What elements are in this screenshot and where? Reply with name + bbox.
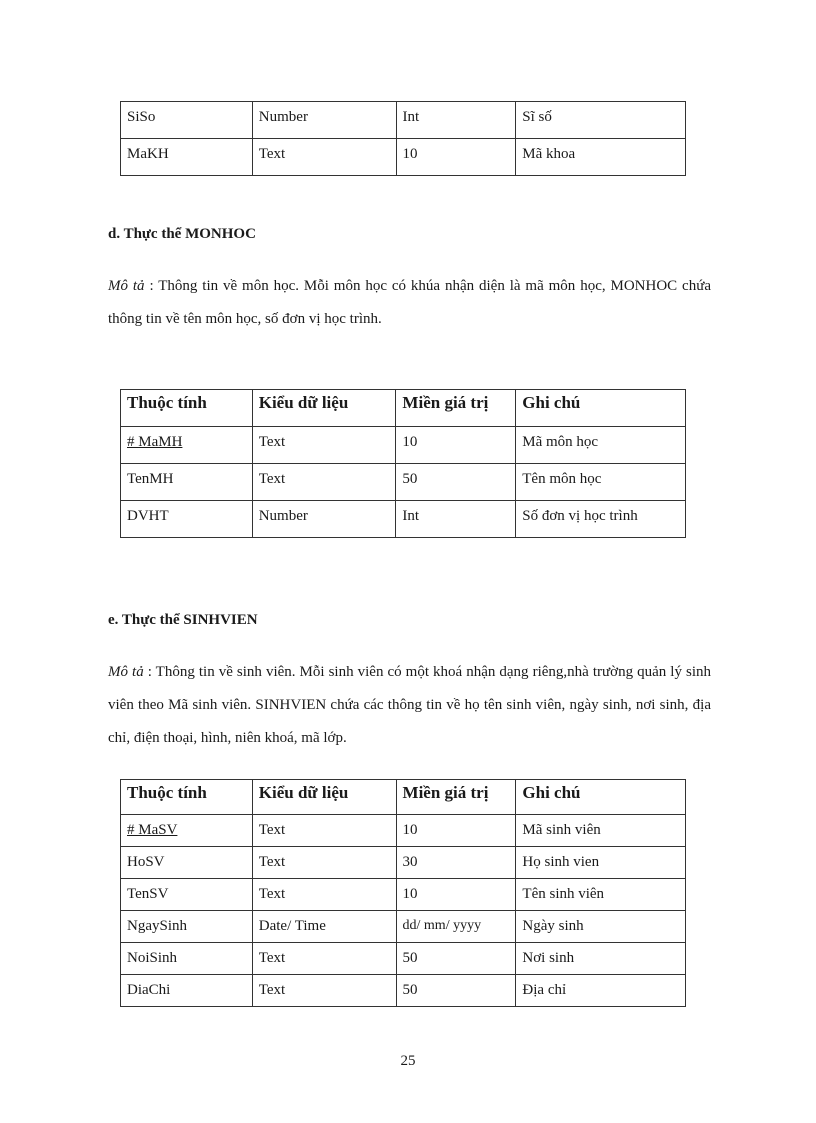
cell-attribute: NoiSinh [121,943,253,975]
table-row [121,102,686,139]
cell-type: Text [252,943,396,975]
cell-type: Text [252,847,396,879]
cell-domain: 10 [396,427,516,464]
cell-note: Mã môn học [516,427,686,464]
description-text: : Thông tin về môn học. Mỗi môn học có khúa nhận diện là mã môn học, MONHOC chứa thông tin về tên môn học, số đơn vị học trình. [108,278,711,327]
column-header: Miền giá trị [396,390,516,427]
table-row [121,501,686,538]
cell-domain: Int [396,501,516,538]
cell-type: Text [252,879,396,911]
cell-attribute: HoSV [121,847,253,879]
cell-domain: 10 [396,879,516,911]
cell-domain: Int [396,102,516,139]
cell-attribute: DVHT [121,501,253,538]
cell-note: Mã khoa [516,139,686,176]
description-label: Mô tả [108,278,145,294]
table-header-row [121,390,686,427]
table-row [121,464,686,501]
cell-attribute: MaKH [121,139,253,176]
table-row [121,427,686,464]
cell-note: Họ sinh vien [516,847,686,879]
sinhvien-table [120,779,686,1007]
page-number: 25 [400,1053,416,1069]
description-text: : Thông tin về sinh viên. Mỗi sinh viên có một khoá nhận dạng riêng,nhà trường quản lý sinh viên theo Mã sinh viên. SINHVIEN chứa các thông tin về họ tên sinh viên, ngày sinh, nơi sinh, địa chỉ, điện thoại, hình, niên khoá, mã lớp. [108,664,711,746]
table-row [121,879,686,911]
cell-domain: 50 [396,464,516,501]
table-row [121,943,686,975]
cell-attribute: SiSo [121,102,253,139]
cell-domain: dd/ mm/ yyyy [396,911,516,943]
section-heading-monhoc: d. Thực thể MONHOC [108,226,256,242]
table-header-row [121,780,686,815]
table-row [121,815,686,847]
column-header: Kiểu dữ liệu [252,390,396,427]
cell-attribute: TenSV [121,879,253,911]
cell-note: Tên sinh viên [516,879,686,911]
column-header: Kiểu dữ liệu [252,780,396,815]
section-description-monhoc [108,270,711,336]
table-row [121,847,686,879]
table-row [121,139,686,176]
cell-attribute: DiaChi [121,975,253,1007]
section-heading-sinhvien: e. Thực thể SINHVIEN [108,612,258,628]
cell-note: Sĩ số [516,102,686,139]
cell-attribute: NgaySinh [121,911,253,943]
cell-type: Number [252,102,396,139]
column-header: Thuộc tính [121,390,253,427]
cell-type: Text [252,427,396,464]
cell-type: Number [252,501,396,538]
column-header: Thuộc tính [121,780,253,815]
cell-type: Date/ Time [252,911,396,943]
cell-note: Nơi sinh [516,943,686,975]
cell-attribute [121,427,253,464]
cell-domain: 50 [396,943,516,975]
cell-attribute: TenMH [121,464,253,501]
section-description-sinhvien [108,656,711,755]
column-header: Miền giá trị [396,780,516,815]
primary-key-attribute: # MaMH [127,434,183,450]
cell-domain: 30 [396,847,516,879]
cell-domain: 10 [396,815,516,847]
cell-domain: 10 [396,139,516,176]
cell-note: Mã sinh viên [516,815,686,847]
description-label: Mô tả [108,664,144,680]
table-row [121,975,686,1007]
cell-note: Ngày sinh [516,911,686,943]
cell-type: Text [252,464,396,501]
column-header: Ghi chú [516,390,686,427]
cell-domain: 50 [396,975,516,1007]
cell-type: Text [252,815,396,847]
cell-note: Tên môn học [516,464,686,501]
cell-attribute [121,815,253,847]
table-row [121,911,686,943]
cell-note: Địa chỉ [516,975,686,1007]
column-header: Ghi chú [516,780,686,815]
cell-type: Text [252,975,396,1007]
cell-type: Text [252,139,396,176]
cell-note: Số đơn vị học trình [516,501,686,538]
monhoc-table [120,389,686,538]
primary-key-attribute: # MaSV [127,822,178,838]
entity-table-continued [120,101,686,176]
